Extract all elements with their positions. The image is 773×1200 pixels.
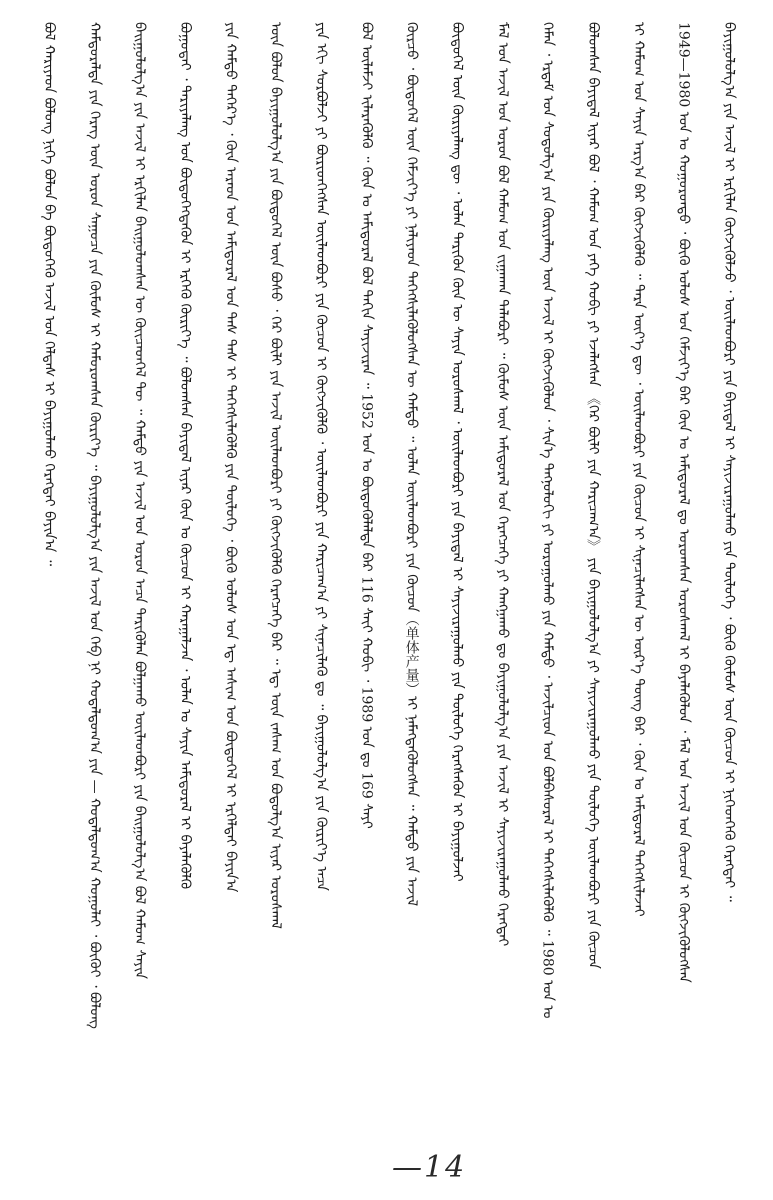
text-column-line: ᠪᠤᠭᠤᠳᠠᠶ ᠂ ᠲᠠᠷᠢᠶᠠᠯᠠᠩ ᠤᠨ ᠪᠦᠲᠦᠭᠡᠭᠳᠡᠬᠦᠨ ᠢ ᠡᠷᠭᠡᠬᠦ ᠬᠦᠷᠢᠶ᠎ᠡ ᠃ ᠪᠣᠯᠤᠭᠰᠠᠨ ᠪᠠᠶᠢᠳᠠᠯ ᠢᠶᠠᠷ ᠬᠦᠨ ᠤ ᠬᠦᠴᠦᠨ ᠢ ᠬᠠᠷᠠᠭᠠᠯᠵᠠᠨ ᠂ ᠣᠯᠠᠨ ᠤ ᠰᠠᠶᠢᠨ ᠠᠮᠢᠳᠤᠷᠠᠯ ᠢ ᠪᠡᠶᠡᠯᠡᠭᠦᠯᠬᠦ — [176, 22, 193, 890]
text-column-line: ᠪᠠᠢᠭᠤᠯᠤᠯᠭ᠎ᠠ ᠶᠢᠨ ᠠᠵᠢᠯ ᠢ ᠡᠷᠬᠢᠯᠡᠨ ᠪᠠᠢᠭᠤᠯᠤᠭᠰᠠᠨ ᠦ ᠬᠦᠢᠴᠡᠳᠬᠡᠯ ᠲᠦ ᠃ ᠬᠠᠮᠲᠤ ᠶᠢᠨ ᠠᠵᠢᠯ ᠤᠨ ᠣᠷᠤᠨ ᠠᠴᠠ ᠲᠡᠷᠢᠭᠦᠯᠡᠨ ᠪᠣᠯᠭᠠᠬᠤ ᠦᠢᠯᠡᠳᠪᠦᠷᠢ ᠶᠢᠨ ᠪᠠᠢᠭᠤᠯᠤᠯᠭ᠎ᠠ ᠪᠣᠯ ᠬᠠᠮᠤᠭ ᠰᠠᠶᠢᠨ — [131, 22, 148, 979]
text-column — [580, 22, 606, 1118]
text-column-line: ᠪᠦᠲᠦᠭᠡᠯ ᠦᠨ ᠬᠦᠷᠢᠶᠡᠯᠡᠩ ᠳᠦ ᠂ ᠣᠯᠠᠨ ᠲᠡᠷᠢᠭᠦᠨ ᠬᠦᠨ ᠦ ᠰᠠᠶᠢᠨ ᠤᠷᠤᠰᠬᠠᠯ ᠂ ᠦᠢᠯᠡᠳᠪᠦᠷᠢ ᠶᠢᠨ ᠪᠠᠶᠢᠳᠠᠯ ᠢ ᠰᠠᠶᠢᠵᠢᠷᠠᠭᠤᠯᠬᠤ ᠶᠢᠨ ᠲᠥᠯᠥᠭᠡ ᠬᠡᠷᠡᠭᠰᠡᠬᠦᠨ ᠢ ᠪᠠᠶᠢᠭᠤᠯᠵᠠᠢ — [448, 22, 465, 882]
text-column-line: ᠬᠠᠮᠲᠤᠷᠠᠯᠲᠠ ᠶᠢᠨ ᠭᠡᠷᠡᠭ ᠦᠨ ᠣᠷᠤᠨ ᠰᠠᠭᠤᠴᠠ ᠶᠢᠨ ᠬᠦᠮᠦᠰ ᠢ ᠬᠠᠮᠤᠷᠤᠭᠰᠠᠨ ᠬᠦᠷᠢᠶ᠎ᠡ ᠃ ᠪᠠᠶᠢᠭᠤᠯᠤᠯᠭ᠎ᠠ ᠶᠢᠨ ᠠᠵᠢᠯ ᠤᠨ ᠬᠡᠪ ᠨᠢ ᠬᠤᠳᠠᠯᠳᠤᠭ᠎ᠠ ᠶᠢᠨ — ᠬᠤᠳᠠᠯᠳᠤᠭ᠎ᠠ ᠬᠤᠭᠤᠯᠠᠢ ᠂ ᠪᠦᠬᠦᠢ ᠂ ᠪᠣᠯᠤᠩ — [86, 22, 103, 1029]
text-column-line: ᠢ ᠬᠠᠮᠤᠭ ᠤᠨ ᠰᠠᠶᠢᠨ ᠠᠷᠭ᠎ᠠ ᠪᠠᠷ ᠬᠥᠭᠵᠢᠭᠦᠯᠬᠦ ᠃ ᠲᠡᠷᠡ ᠦᠶ᠎ᠡ ᠳᠦ ᠂ ᠦᠢᠯᠡᠳᠪᠦᠷᠢ ᠶᠢᠨ ᠬᠦᠴᠦᠨ ᠢ ᠰᠢᠨᠡᠴᠢᠯᠡᠭᠰᠡᠨ ᠦ ᠦᠷ᠎ᠡ ᠳᠦᠩ ᠪᠠᠷ ᠂ ᠬᠦᠨ ᠤ ᠠᠮᠢᠳᠤᠷᠠᠯ ᠳᠡᠭᠡᠭᠰᠢᠯᠡᠵᠡᠢ — [630, 22, 647, 917]
text-column-line: ᠪᠣᠯᠤᠭᠰᠠᠨ ᠪᠠᠶᠢᠳᠠᠯ ᠢᠶᠠᠷ ᠪᠣᠯ ᠂ ᠬᠠᠮᠤᠭ ᠤᠨ ᠶᠡᠬᠡ ᠬᠤᠪᠢ ᠶᠢ ᠡᠵᠡᠯᠡᠭᠰᠡᠨ 《ᠭᠡᠷ ᠪᠦᠯᠢ ᠶᠢᠨ ᠬᠠᠷᠢᠴᠠᠭ᠎ᠠ》 ᠶᠢᠨ ᠪᠠᠶᠢᠭᠤᠯᠤᠯᠭ᠎ᠠ ᠶᠢ ᠰᠠᠶᠢᠵᠢᠷᠠᠭᠤᠯᠬᠤ ᠶᠢᠨ ᠲᠥᠯᠥᠭᠡ ᠦᠢᠯᠡᠳᠪᠦᠷᠢ ᠶᠢᠨ ᠬᠦᠴᠦᠨ — [584, 22, 601, 969]
text-column-line: ᠶᠢᠨ ᠡᠬᠢ ᠰᠤᠷᠪᠤᠯᠵᠢ ᠶᠢ ᠪᠦᠷᠢᠳᠬᠡᠭᠰᠡᠨ ᠦᠢᠯᠡᠳᠪᠦᠷᠢ ᠶᠢᠨ ᠬᠦᠴᠦᠨ ᠢ ᠬᠥᠭᠵᠢᠭᠦᠯᠬᠦ ᠂ ᠦᠢᠯᠡᠳᠪᠦᠷᠢ ᠶᠢᠨ ᠬᠠᠷᠢᠴᠠᠭ᠎ᠠ ᠶᠢ ᠰᠢᠨᠡᠴᠢᠯᠡᠬᠦ ᠳᠤ ᠃ ᠪᠠᠶᠢᠭᠤᠯᠤᠯᠭ᠎ᠠ ᠶᠢᠨ ᠬᠦᠷᠢᠶ᠎ᠡ ᠠᠴᠠ — [312, 22, 329, 891]
vertical-text-block — [36, 22, 742, 1118]
text-column-line: ᠬᠦᠷᠴᠦ ᠂ ᠪᠦᠲᠦᠭᠡᠯ ᠦᠨ ᠬᠡᠮᠵᠢᠶ᠎ᠡ ᠶᠢ ᠨᠡᠯᠢᠶᠡᠳ ᠳᠡᠭᠡᠭᠰᠢᠯᠡᠭᠦᠯᠦᠭᠰᠡᠨ ᠦ ᠬᠠᠮᠲᠤ ᠃ ᠣᠯᠠᠨ ᠦᠢᠯᠡᠳᠪᠦᠷᠢ ᠶᠢᠨ ᠬᠦᠴᠦᠨ（单体产量）ᠢ ᠨᠡᠮᠡᠭᠳᠡᠭᠦᠯᠦᠭᠰᠡᠨ ᠃ ᠬᠠᠮᠲᠤ ᠶᠢᠨ ᠠᠵᠢᠯ — [403, 22, 420, 907]
page-number: —14 — [392, 1150, 467, 1185]
text-column-line: ᠪᠣᠯ ᠬᠠᠷᠢᠶᠠᠳ ᠪᠣᠯᠤᠩ ᠨᠢᠭᠡ ᠪᠣᠯᠣᠨ ᠪᠠ ᠪᠦᠲᠦᠭᠡᠬᠦ ᠠᠵᠢᠯ ᠤᠨ ᠬᠡᠯᠲᠡᠰ ᠢ ᠪᠠᠶᠢᠭᠤᠯᠬᠤ ᠬᠡᠷᠡᠭᠲᠡᠢ ᠪᠠᠶᠢᠨ᠎ᠠ ᠃ — [41, 22, 57, 566]
text-column — [81, 22, 107, 1118]
text-column-line: ᠪᠠᠶᠢᠭᠤᠯᠤᠯᠭ᠎ᠠ ᠶᠢᠨ ᠠᠵᠢᠯ ᠢ ᠡᠷᠬᠢᠯᠡᠨ ᠬᠥᠭᠵᠢᠭᠦᠯᠵᠦ ᠂ ᠦᠢᠯᠡᠳᠪᠦᠷᠢ ᠶᠢᠨ ᠪᠠᠶᠢᠳᠠᠯ ᠢ ᠰᠠᠶᠢᠵᠢᠷᠠᠭᠤᠯᠬᠤ ᠶᠢᠨ ᠲᠥᠯᠥᠭᠡ ᠂ ᠪᠦᠬᠦ ᠬᠦᠮᠦᠰ ᠦᠨ ᠬᠦᠴᠦᠨ ᠢ ᠨᠢᠭᠡᠳᠬᠡᠬᠦ ᠬᠡᠷᠡᠭᠲᠡᠢ ᠃ — [720, 22, 737, 902]
text-column-line: ᠮᠠᠯ ᠤᠨ ᠠᠵᠢᠯ ᠤᠨ ᠣᠷᠣᠨ ᠪᠣᠯ ᠬᠠᠮᠤᠭ ᠤᠨ ᠵᠢᠭᠠᠬᠠᠨ ᠲᠠᠯᠠᠪᠤᠷᠢ ᠃ ᠬᠦᠮᠦᠰ ᠦᠨ ᠠᠮᠢᠳᠤᠷᠠᠯ ᠤᠨ ᠬᠡᠷᠡᠭᠴᠡᠭᠡ ᠶᠢ ᠬᠠᠩᠭᠠᠬᠤ ᠳᠤ ᠪᠠᠶᠢᠭᠤᠯᠤᠯᠭ᠎ᠠ ᠶᠢᠨ ᠠᠵᠢᠯ ᠢ ᠰᠠᠶᠢᠵᠢᠷᠠᠭᠤᠯᠬᠤ ᠬᠡᠷᠡᠭᠲᠡᠢ — [494, 22, 511, 947]
text-column — [36, 22, 62, 1118]
text-column — [308, 22, 334, 1118]
text-column — [353, 22, 379, 1118]
text-column — [671, 22, 697, 1118]
text-column — [444, 22, 470, 1118]
text-column-line: ᠪᠣᠯ ᠦᠯᠡᠮᠵᠢ ᠢᠯᠡᠷᠡᠭᠦᠯᠬᠦ ᠃ ᠬᠦᠨ ᠤ ᠠᠮᠢᠳᠤᠷᠠᠯ ᠪᠣᠯ ᠳᠠᠬᠢᠨ ᠰᠠᠶᠢᠵᠢᠷᠠᠨ ᠃ 1952 ᠣᠨ ᠤ ᠪᠦᠳᠦᠭᠦᠯᠡᠯᠲᠡ ᠪᠠᠷ 116 ᠰᠠᠶ᠋ᠢ ᠬᠤᠪᠢ ᠂ 1989 ᠣᠨ ᠳᠤ 169 ᠰᠠᠶᠢ — [358, 22, 375, 829]
text-column — [625, 22, 651, 1118]
text-column — [263, 22, 289, 1118]
text-column — [489, 22, 515, 1118]
text-column — [217, 22, 243, 1118]
text-column-line: 1949—1980 ᠣᠨ ᠤ ᠬᠤᠭᠤᠷᠤᠨᠳᠤ ᠂ ᠪᠦᠬᠦ ᠤᠯᠤᠰ ᠤᠨ ᠬᠡᠮᠵᠢᠶ᠎ᠡ ᠪᠡᠷ ᠬᠦᠨ ᠤ ᠠᠮᠢᠳᠤᠷᠠᠯ ᠳᠤ ᠣᠷᠣᠭᠰᠠᠨ ᠤᠷᠤᠰᠬᠠᠯ ᠢ ᠪᠡᠶᠡᠯᠡᠭᠦᠯᠦᠨ ᠂ ᠮᠠᠯ ᠤᠨ ᠠᠵᠢᠯ ᠤᠨ ᠬᠦᠴᠦᠨ ᠢ ᠬᠥᠭᠵᠢᠭᠦᠯᠦᠭᠰᠡᠨ — [675, 22, 692, 983]
text-column — [399, 22, 425, 1118]
text-column — [127, 22, 153, 1118]
text-column-line: ᠶᠢᠨ ᠬᠠᠮᠲᠤ ᠳᠡᠭᠡᠷ᠎ᠡ ᠂ ᠬᠦᠨ ᠠᠷᠠᠳ ᠤᠨ ᠠᠮᠢᠳᠤᠷᠠᠯ ᠤᠨ ᠳᠡᠰ ᠳᠡᠰ ᠢ ᠳᠡᠭᠡᠭᠰᠢᠯᠡᠭᠦᠯᠬᠦ ᠶᠢᠨ ᠲᠥᠯᠥᠭᠡ ᠂ ᠪᠦᠬᠦ ᠤᠯᠤᠰ ᠤᠨ ᠡᠳ᠋ ᠠᠰᠢᠭ ᠤᠨ ᠪᠦᠲᠦᠭᠡᠯ ᠢ ᠡᠷᠭᠡᠯᠲᠡᠢ ᠪᠠᠶᠢᠨ᠎ᠠ — [222, 22, 239, 893]
text-column — [716, 22, 742, 1118]
text-column-line: ᠬᠡᠮᠡᠨ ᠂ ᠡᠷᠳᠡᠮ ᠤᠨ ᠰᠤᠳᠤᠯᠭ᠎ᠠ ᠶᠢᠨ ᠬᠦᠷᠢᠶᠡᠯᠡᠩ ᠦᠨ ᠠᠵᠢᠯ ᠢ ᠬᠥᠭᠵᠢᠭᠦᠯᠦᠨ ᠂ ᠰᠢᠨ᠎ᠡ ᠲᠡᠬᠨᠣᠯᠣᠭᠢ ᠶᠢ ᠣᠷᠣᠭᠤᠯᠬᠤ ᠶᠢᠨ ᠬᠠᠮᠲᠤ ᠂ ᠠᠵᠢᠯᠴᠢᠳ ᠤᠨ ᠪᠣᠯᠪᠠᠰᠤᠷᠠᠯ ᠢ ᠳᠡᠭᠡᠭᠰᠢᠯᠡᠭᠦᠯᠬᠦ ᠃ 1980 ᠣᠨ ᠤ — [539, 22, 556, 1019]
text-column — [535, 22, 561, 1118]
text-column — [172, 22, 198, 1118]
text-column-line: ᠦᠨ ᠪᠣᠯᠤᠨ ᠪᠠᠶᠢᠭᠤᠯᠤᠯᠭ᠎ᠠ ᠶᠢᠨ ᠪᠦᠲᠦᠭᠡᠯ ᠦᠨ ᠪᠤᠰᠤ ᠂ ᠭᠡᠷ ᠪᠦᠯᠢ ᠶᠢᠨ ᠠᠵᠢᠯ ᠦᠢᠯᠡᠳᠪᠦᠷᠢ ᠶᠢ ᠬᠦᠭᠵᠢᠭᠦᠯᠬᠦ ᠬᠡᠷᠡᠭᠴᠡᠭᠡ ᠪᠡᠷ ᠃ ᠡᠳ᠋ ᠦᠨ ᠵᠠᠰᠠᠭ ᠤᠨ ᠪᠣᠳᠣᠯᠭ᠎ᠠ ᠢᠶᠠᠷ ᠤᠷᠤᠰᠬᠠᠯ — [267, 22, 284, 929]
